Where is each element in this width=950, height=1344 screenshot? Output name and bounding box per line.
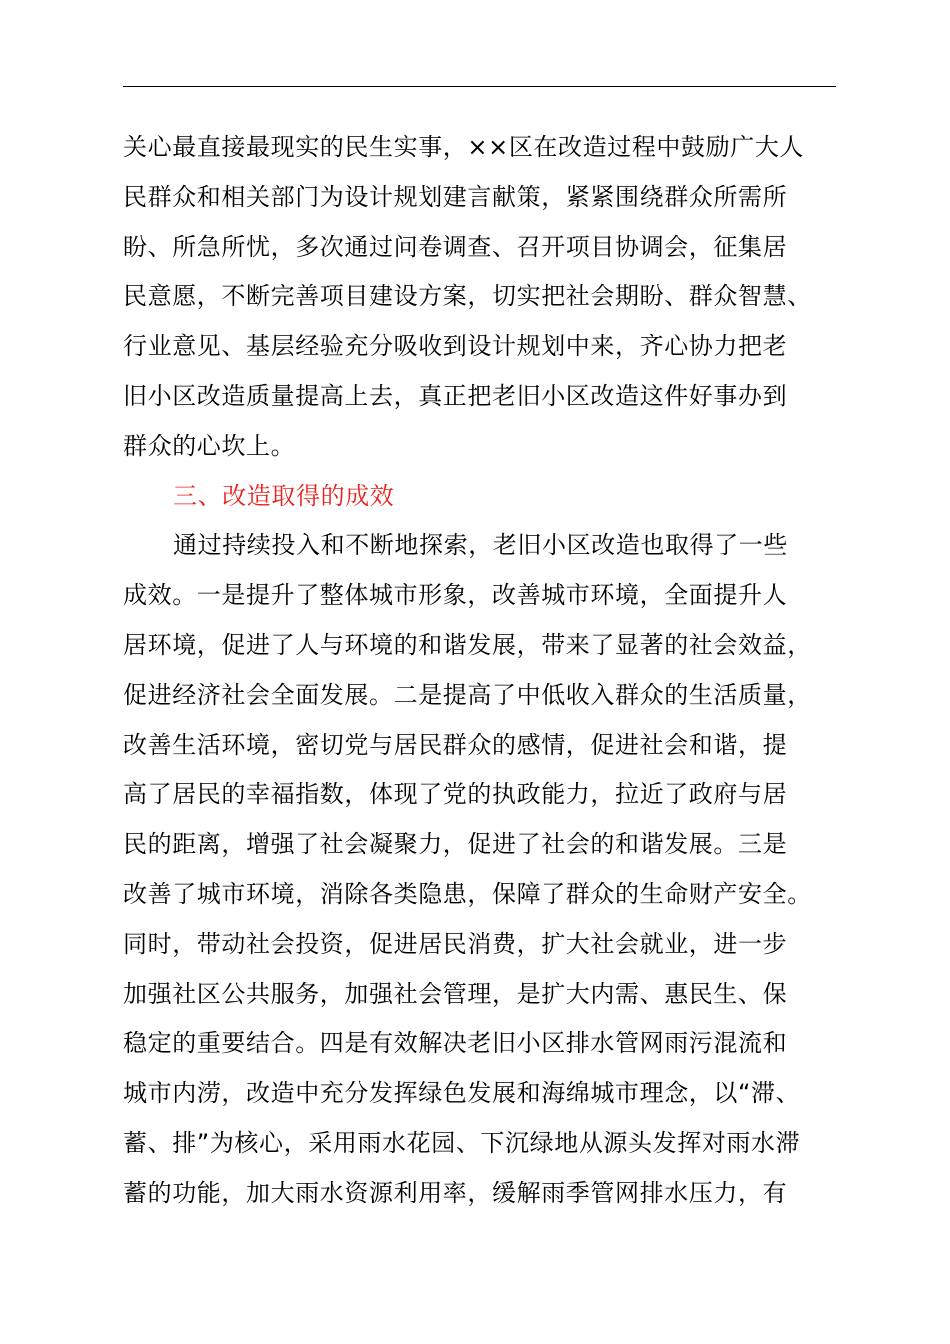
text-line: 改善了城市环境，消除各类隐患，保障了群众的生命财产安全。 bbox=[123, 879, 812, 908]
header-rule bbox=[123, 86, 836, 87]
text-line: 蓄的功能，加大雨水资源利用率，缓解雨季管网排水压力，有 bbox=[123, 1178, 788, 1207]
paragraph-results bbox=[123, 521, 863, 1218]
text-line: 稳定的重要结合。四是有效解决老旧小区排水管网雨污混流和 bbox=[123, 1029, 788, 1058]
text-line: 关心最直接最现实的民生实事，××区在改造过程中鼓励广大人 bbox=[123, 133, 805, 161]
section-heading: 三、改造取得的成效 bbox=[173, 481, 395, 510]
document-body bbox=[123, 123, 863, 1219]
text-line: 蓄、排”为核心，采用雨水花园、下沉绿地从源头发挥对雨水滞 bbox=[123, 1128, 801, 1157]
text-line: 加强社区公共服务，加强社会管理，是扩大内需、惠民生、保 bbox=[123, 979, 788, 1008]
text-line: 群众的心坎上。 bbox=[123, 431, 296, 460]
text-line: 改善生活环境，密切党与居民群众的感情，促进社会和谐，提 bbox=[123, 730, 788, 759]
paragraph-continued bbox=[123, 123, 863, 472]
text-line: 成效。一是提升了整体城市形象，改善城市环境，全面提升人 bbox=[123, 581, 788, 610]
text-line: 同时，带动社会投资，促进居民消费，扩大社会就业，进一步 bbox=[123, 929, 788, 958]
text-line: 通过持续投入和不断地探索，老旧小区改造也取得了一些 bbox=[173, 531, 788, 560]
text-line: 行业意见、基层经验充分吸收到设计规划中来，齐心协力把老 bbox=[123, 332, 788, 361]
text-line: 居环境，促进了人与环境的和谐发展，带来了显著的社会效益， bbox=[123, 630, 812, 659]
text-line: 促进经济社会全面发展。二是提高了中低收入群众的生活质量， bbox=[123, 680, 812, 709]
text-line: 高了居民的幸福指数，体现了党的执政能力，拉近了政府与居 bbox=[123, 780, 788, 809]
text-line: 城市内涝，改造中充分发挥绿色发展和海绵城市理念，以“滞、 bbox=[123, 1079, 801, 1108]
text-line: 民意愿，不断完善项目建设方案，切实把社会期盼、群众智慧、 bbox=[123, 282, 812, 311]
text-line: 民的距离，增强了社会凝聚力，促进了社会的和谐发展。三是 bbox=[123, 830, 788, 859]
text-line: 民群众和相关部门为设计规划建言献策，紧紧围绕群众所需所 bbox=[123, 182, 788, 211]
text-line: 盼、所急所忧，多次通过问卷调查、召开项目协调会，征集居 bbox=[123, 232, 788, 261]
text-line: 旧小区改造质量提高上去，真正把老旧小区改造这件好事办到 bbox=[123, 381, 788, 410]
